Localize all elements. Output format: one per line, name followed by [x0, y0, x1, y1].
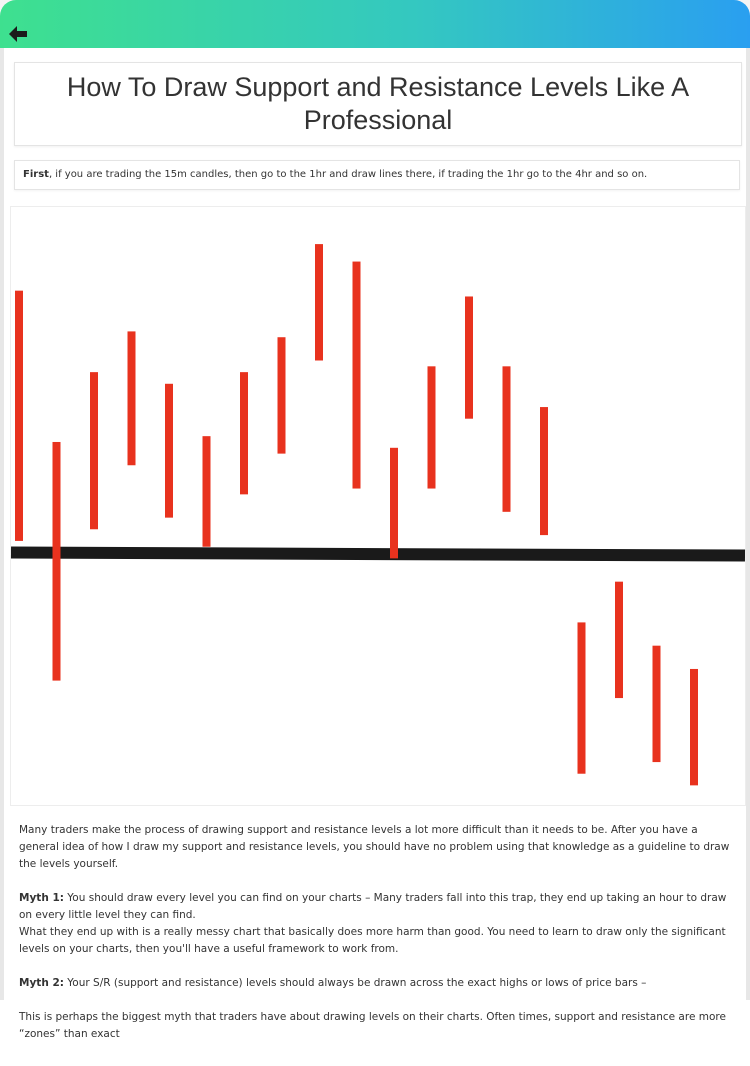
myth-1-text: You should draw every level you can find on your charts – Many traders fall into this trap, they end up taking an hour to draw on every little level they can find.: [19, 892, 727, 921]
price-bar: [428, 366, 436, 488]
article-content: [0, 48, 750, 1040]
price-bar: [465, 296, 473, 418]
chart-image: [10, 206, 746, 806]
price-bar: [690, 669, 698, 785]
price-bar: [240, 372, 248, 494]
price-chart-illustration: [11, 207, 745, 805]
myth-1-label: Myth 1:: [19, 892, 64, 904]
price-bar: [390, 448, 398, 559]
myth-1: [19, 890, 735, 958]
price-bar: [15, 291, 23, 541]
price-bar: [615, 582, 623, 698]
myth-1-followup: What they end up with is a really messy chart that basically does more harm than good. You need to learn to draw only the significant levels on your charts, then you'll have a useful framework to work from.: [19, 926, 726, 955]
price-bar: [653, 646, 661, 762]
price-bar: [503, 366, 511, 512]
price-bar: [540, 407, 548, 535]
paragraph-intro: Many traders make the process of drawing support and resistance levels a lot more difficult than it needs to be. After you have a general idea of how I draw my support and resistance levels, you should have no problem using that knowledge as a guideline to draw the levels yourself.: [19, 824, 730, 870]
price-bar: [90, 372, 98, 529]
back-button[interactable]: [6, 22, 30, 46]
price-bar: [315, 244, 323, 360]
top-app-bar: [0, 0, 750, 48]
intro-bold: First: [23, 169, 49, 180]
price-bar: [53, 442, 61, 681]
title-card: [14, 62, 742, 146]
paragraph-last: This is perhaps the biggest myth that traders have about drawing levels on their charts. Often times, support and resistance are more “zones” than exact: [19, 1011, 726, 1040]
intro-card: [14, 160, 740, 190]
price-bar: [353, 262, 361, 489]
arrow-left-icon: [8, 25, 28, 43]
support-line: [11, 553, 745, 556]
myth-2-text: Your S/R (support and resistance) levels should always be drawn across the exact highs or lows of price bars –: [63, 977, 647, 989]
price-bar: [578, 622, 586, 773]
article-body: [14, 816, 740, 1066]
myth-2: [19, 975, 735, 992]
page-title: How To Draw Support and Resistance Levels Like A Professional: [66, 72, 690, 135]
price-bar: [128, 331, 136, 465]
myth-2-label: Myth 2:: [19, 977, 64, 989]
price-bar: [203, 436, 211, 547]
price-bar: [165, 384, 173, 518]
price-bar: [278, 337, 286, 453]
intro-text: , if you are trading the 15m candles, then go to the 1hr and draw lines there, if trading the 1hr go to the 4hr and so on.: [48, 169, 648, 180]
